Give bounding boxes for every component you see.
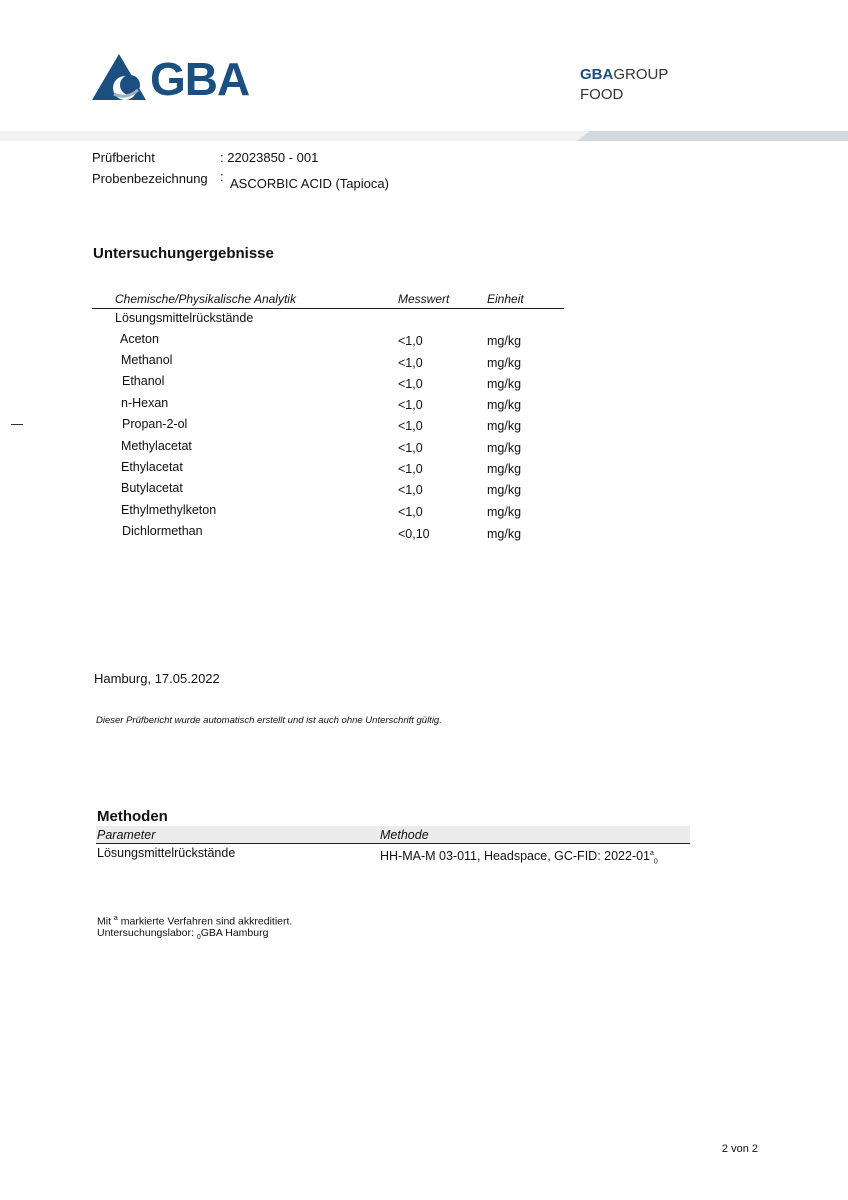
logo-wordmark: GBA bbox=[150, 53, 250, 105]
methods-title: Methoden bbox=[97, 808, 168, 825]
row-value-aceton: <1,0 bbox=[398, 334, 423, 348]
row-unit-ethanol: mg/kg bbox=[487, 377, 522, 391]
methods-row-parameter: Lösungsmittelrückstände bbox=[97, 846, 236, 860]
methods-column-parameter: Parameter bbox=[97, 828, 156, 842]
table-header-rule bbox=[92, 308, 564, 309]
row-value-ethylmethylketon: <1,0 bbox=[398, 505, 423, 519]
sample-value: ASCORBIC ACID (Tapioca) bbox=[230, 176, 389, 191]
row-name-propan-2-ol: Propan-2-ol bbox=[122, 417, 188, 431]
row-value-ethylacetat: <1,0 bbox=[398, 462, 423, 476]
margin-fold-mark bbox=[11, 424, 23, 425]
column-analytik: Chemische/Physikalische Analytik bbox=[115, 292, 296, 306]
row-name-dichlormethan: Dichlormethan bbox=[122, 524, 203, 538]
column-messwert: Messwert bbox=[398, 292, 450, 306]
row-value-ethanol: <1,0 bbox=[398, 377, 423, 391]
row-value-methylacetat: <1,0 bbox=[398, 441, 423, 455]
row-unit-methanol: mg/kg bbox=[487, 356, 522, 370]
lab-footnote: Untersuchungslabor: $_0$GBA Hamburg bbox=[97, 927, 269, 942]
row-name-butylacetat: Butylacetat bbox=[121, 481, 183, 495]
auto-generated-note: Dieser Prüfbericht wurde automatisch erstellt und ist auch ohne Unterschrift gültig. bbox=[96, 715, 442, 726]
group-division: FOOD bbox=[580, 86, 624, 103]
row-value-methanol: <1,0 bbox=[398, 356, 423, 370]
page-number: 2 von 2 bbox=[721, 1143, 758, 1155]
sample-colon: : bbox=[220, 169, 224, 184]
header-band bbox=[0, 131, 848, 141]
row-name-ethanol: Ethanol bbox=[122, 374, 165, 388]
methods-column-methode: Methode bbox=[380, 828, 429, 842]
row-unit-aceton: mg/kg bbox=[487, 334, 522, 348]
row-name-ethylmethylketon: Ethylmethylketon bbox=[121, 503, 217, 517]
group-label: Lösungsmittelrückstände bbox=[115, 311, 254, 325]
row-unit-n-hexan: mg/kg bbox=[487, 398, 522, 412]
group-brand: GBAGROUP bbox=[580, 66, 669, 83]
report-number-label: Prüfbericht bbox=[92, 150, 155, 165]
row-name-n-hexan: n-Hexan bbox=[121, 396, 169, 410]
row-name-methanol: Methanol bbox=[121, 353, 173, 367]
row-name-ethylacetat: Ethylacetat bbox=[121, 460, 183, 474]
row-unit-propan-2-ol: mg/kg bbox=[487, 419, 522, 433]
row-value-propan-2-ol: <1,0 bbox=[398, 419, 423, 433]
row-unit-dichlormethan: mg/kg bbox=[487, 527, 522, 541]
report-number-value: : 22023850 - 001 bbox=[220, 150, 319, 165]
row-unit-methylacetat: mg/kg bbox=[487, 441, 522, 455]
methods-row-method: HH-MA-M 03-011, Headspace, GC-FID: $2022-01^a_0$ bbox=[380, 849, 658, 866]
row-value-dichlormethan: <0,10 bbox=[398, 527, 430, 541]
place-date: Hamburg, 17.05.2022 bbox=[94, 671, 220, 686]
results-title: Untersuchungergebnisse bbox=[93, 245, 274, 262]
row-name-methylacetat: Methylacetat bbox=[121, 439, 192, 453]
row-unit-ethylacetat: mg/kg bbox=[487, 462, 522, 476]
row-value-butylacetat: <1,0 bbox=[398, 483, 423, 497]
methods-header-rule bbox=[96, 843, 690, 844]
row-unit-ethylmethylketon: mg/kg bbox=[487, 505, 522, 519]
row-value-n-hexan: <1,0 bbox=[398, 398, 423, 412]
row-name-aceton: Aceton bbox=[120, 332, 159, 346]
sample-label: Probenbezeichnung bbox=[92, 171, 208, 186]
column-einheit: Einheit bbox=[487, 292, 524, 306]
row-unit-butylacetat: mg/kg bbox=[487, 483, 522, 497]
accreditation-footnote: Mit $^a$ markierte Verfahren sind akkreditiert. bbox=[97, 915, 293, 928]
